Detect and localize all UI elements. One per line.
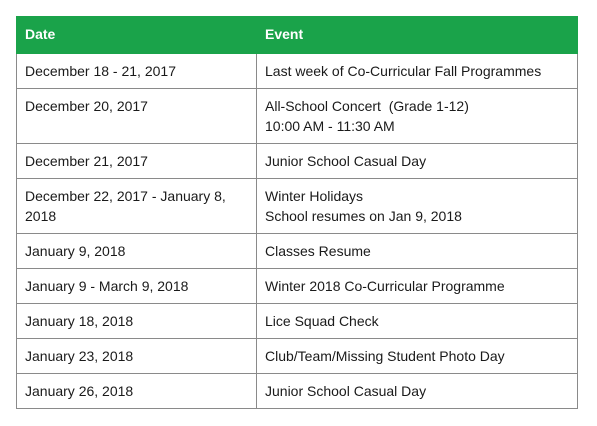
table-row	[17, 339, 578, 374]
event-cell	[257, 234, 578, 269]
event-text: Winter 2018 Co-Curricular Programme	[265, 278, 505, 294]
event-column-header: Event	[257, 17, 578, 54]
event-cell	[257, 89, 578, 144]
table-row	[17, 269, 578, 304]
event-text: All-School Concert (Grade 1-12)	[265, 98, 469, 114]
event-cell	[257, 269, 578, 304]
event-text: Last week of Co-Curricular Fall Programmes	[265, 63, 542, 79]
date-cell	[17, 304, 257, 339]
date-text-continued: 2018	[25, 208, 57, 224]
table-row	[17, 89, 578, 144]
date-text: December 22, 2017 - January 8,	[25, 188, 226, 204]
event-cell	[257, 304, 578, 339]
date-column-header: Date	[17, 17, 257, 54]
date-cell	[17, 144, 257, 179]
event-text: Classes Resume	[265, 243, 371, 259]
date-text: January 18, 2018	[25, 313, 134, 329]
table-row	[17, 374, 578, 409]
event-cell	[257, 144, 578, 179]
events-table-container	[16, 16, 577, 409]
event-cell	[257, 339, 578, 374]
date-text: January 9, 2018	[25, 243, 126, 259]
table-row	[17, 179, 578, 234]
date-text: December 18 - 21, 2017	[25, 63, 176, 79]
date-text: December 21, 2017	[25, 153, 148, 169]
event-text: Junior School Casual Day	[265, 383, 427, 399]
event-cell	[257, 179, 578, 234]
date-cell	[17, 54, 257, 89]
event-time-text: 10:00 AM - 11:30 AM	[265, 118, 395, 134]
date-text: January 23, 2018	[25, 348, 134, 364]
date-cell	[17, 234, 257, 269]
date-text: January 26, 2018	[25, 383, 134, 399]
table-row	[17, 234, 578, 269]
table-row	[17, 144, 578, 179]
date-text: December 20, 2017	[25, 98, 148, 114]
table-header-row	[17, 17, 578, 54]
event-text: Winter Holidays	[265, 188, 364, 204]
date-text: January 9 - March 9, 2018	[25, 278, 189, 294]
date-cell	[17, 89, 257, 144]
table-row	[17, 54, 578, 89]
table-row	[17, 304, 578, 339]
event-text: Junior School Casual Day	[265, 153, 427, 169]
date-cell	[17, 374, 257, 409]
date-cell	[17, 269, 257, 304]
event-cell	[257, 374, 578, 409]
events-table	[16, 16, 578, 409]
event-cell	[257, 54, 578, 89]
event-text: Lice Squad Check	[265, 313, 379, 329]
event-text: Club/Team/Missing Student Photo Day	[265, 348, 505, 364]
date-cell	[17, 179, 257, 234]
date-cell	[17, 339, 257, 374]
event-note-text: School resumes on Jan 9, 2018	[265, 208, 462, 224]
